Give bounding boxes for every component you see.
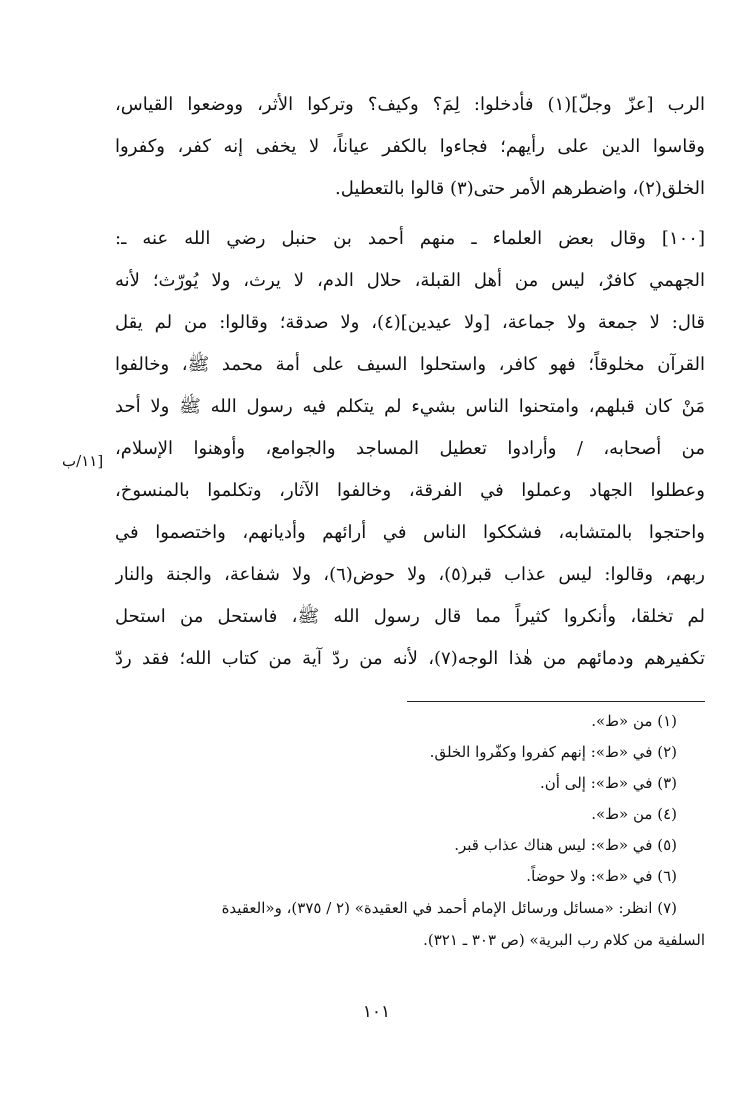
footnote-continuation: السلفية من كلام رب البرية» (ص ٣٠٣ ـ ٣٢١). [423, 931, 705, 949]
text-line: وعطلوا الجهاد وعملوا في الفرقة، وخالفوا الآثار، وتكلموا بالمنسوخ، [115, 480, 705, 501]
footnote: (٧) انظر: «مسائل ورسائل الإمام أحمد في العقيدة» (٢ / ٣٧٥)، و«العقيدة [221, 899, 677, 917]
footnote: (١) من «ط». [591, 712, 677, 730]
text-line: الخلق(٢)، واضطرهم الأمر حتى(٣) قالوا بالتعطيل. [334, 178, 705, 199]
footnote-divider [407, 701, 705, 702]
text-line: واحتجوا بالمتشابه، فشككوا الناس في أرائهم وأديانهم، واختصموا في [115, 522, 705, 543]
text-line: [١٠٠] وقال بعض العلماء ـ منهم أحمد بن حنبل رضي الله عنه ـ: [115, 228, 705, 249]
text-line: ربهم، وقالوا: ليس عذاب قبر(٥)، ولا حوض(٦)، ولا شفاعة، والجنة والنار [115, 564, 705, 585]
page-number: ١٠١ [362, 1002, 391, 1022]
main-text [115, 84, 705, 680]
text-line: مَنْ كان قبلهم، وامتحنوا الناس بشيء لم يتكلم فيه رسول الله ﷺ ولا أحد [115, 396, 705, 417]
footnote: (٢) في «ط»: إنهم كفروا وكفّروا الخلق. [429, 743, 677, 761]
text-line: من أصحابه، / وأرادوا تعطيل المساجد والجوامع، وأوهنوا الإسلام، [115, 438, 705, 459]
text-line: لم تخلقا، وأنكروا كثيراً مما قال رسول الله ﷺ، فاستحل من استحل [115, 606, 705, 627]
footnote: (٣) في «ط»: إلى أن. [540, 774, 677, 792]
footnote: (٦) في «ط»: ولا حوضاً. [526, 867, 677, 885]
margin-folio-note: [١١/ب [62, 452, 104, 470]
text-line: الجهمي كافرٌ، ليس من أهل القبلة، حلال الدم، لا يرث، ولا يُورّث؛ لأنه [115, 270, 705, 291]
text-line: تكفيرهم ودمائهم من هٰذا الوجه(٧)، لأنه من ردّ آية من كتاب الله؛ فقد ردّ [115, 648, 705, 669]
text-line: قال: لا جمعة ولا جماعة، [ولا عيدين](٤)، ولا صدقة؛ وقالوا: من لم يقل [115, 312, 705, 333]
text-line: القرآن مخلوقاً؛ فهو كافر، واستحلوا السيف على أمة محمد ﷺ، وخالفوا [115, 354, 705, 375]
footnote: (٥) في «ط»: ليس هناك عذاب قبر. [454, 836, 677, 854]
footnotes [85, 706, 705, 955]
text-line: وقاسوا الدين على رأيهم؛ فجاءوا بالكفر عياناً، لا يخفى إنه كفر، وكفروا [115, 136, 705, 157]
footnote: (٤) من «ط». [591, 805, 677, 823]
text-line: الرب [عزّ وجلّ](١) فأدخلوا: لِمَ؟ وكيف؟ وتركوا الأثر، ووضعوا القياس، [115, 94, 705, 115]
